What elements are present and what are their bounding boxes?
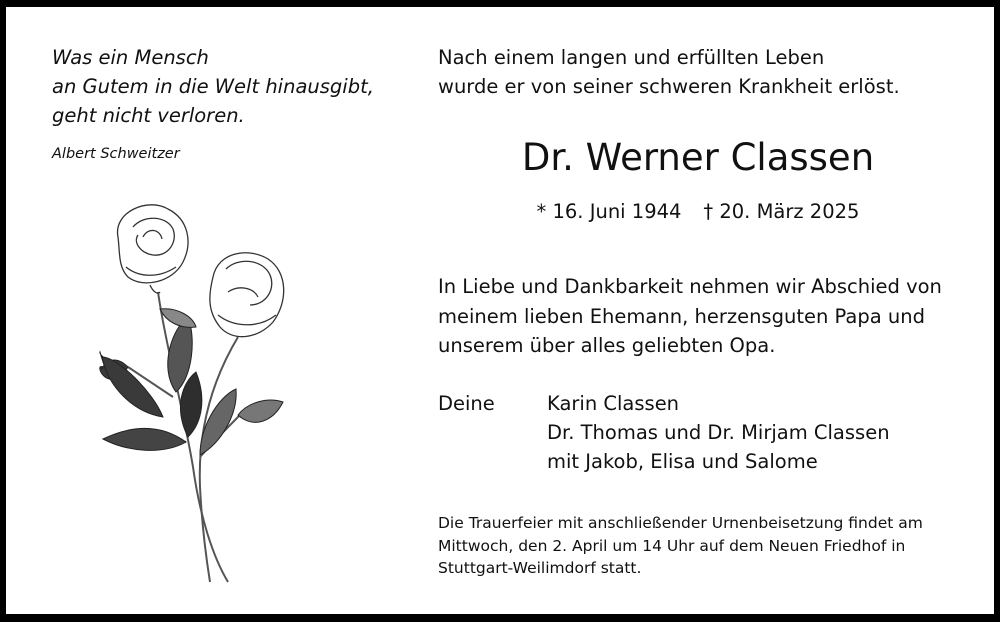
farewell-message	[438, 272, 942, 361]
funeral-line: Die Trauerfeier mit anschließender Urnenbeisetzung findet am	[438, 514, 923, 532]
stem	[200, 337, 238, 582]
family-member: Dr. Thomas und Dr. Mirjam Classen	[547, 421, 890, 444]
quote-line: an Gutem in die Welt hinausgibt,	[52, 75, 374, 98]
family-member: mit Jakob, Elisa und Salome	[547, 450, 818, 473]
quote	[52, 43, 412, 130]
leaf	[238, 400, 283, 422]
leaf	[160, 309, 196, 328]
leaf	[103, 428, 186, 450]
intro-line: Nach einem langen und erfüllten Leben	[438, 46, 825, 69]
funeral-line: Stuttgart-Weilimdorf statt.	[438, 559, 642, 577]
quote-line: geht nicht verloren.	[52, 104, 245, 127]
family-members	[547, 389, 890, 476]
death-date: † 20. März 2025	[703, 200, 860, 223]
leaf	[102, 357, 163, 417]
rose-drawing-icon	[88, 197, 288, 589]
quote-author: Albert Schweitzer	[52, 146, 180, 162]
obituary-notice	[6, 7, 994, 614]
funeral-info	[438, 512, 923, 580]
message-line: meinem lieben Ehemann, herzensguten Papa und	[438, 304, 925, 328]
funeral-line: Mittwoch, den 2. April um 14 Uhr auf dem Neuen Friedhof in	[438, 536, 906, 555]
intro-text	[438, 43, 900, 101]
life-dates	[438, 200, 958, 223]
message-line: unserem über alles geliebten Opa.	[438, 334, 776, 357]
deceased-name: Dr. Werner Classen	[521, 136, 875, 179]
intro-line: wurde er von seiner schweren Krankheit erlöst.	[438, 75, 900, 98]
birth-date: * 16. Juni 1944	[536, 200, 682, 223]
message-line: In Liebe und Dankbarkeit nehmen wir Abschied von	[438, 275, 942, 298]
family-member: Karin Classen	[547, 392, 680, 415]
family-label: Deine	[438, 392, 495, 415]
quote-line: Was ein Mensch	[52, 46, 209, 69]
